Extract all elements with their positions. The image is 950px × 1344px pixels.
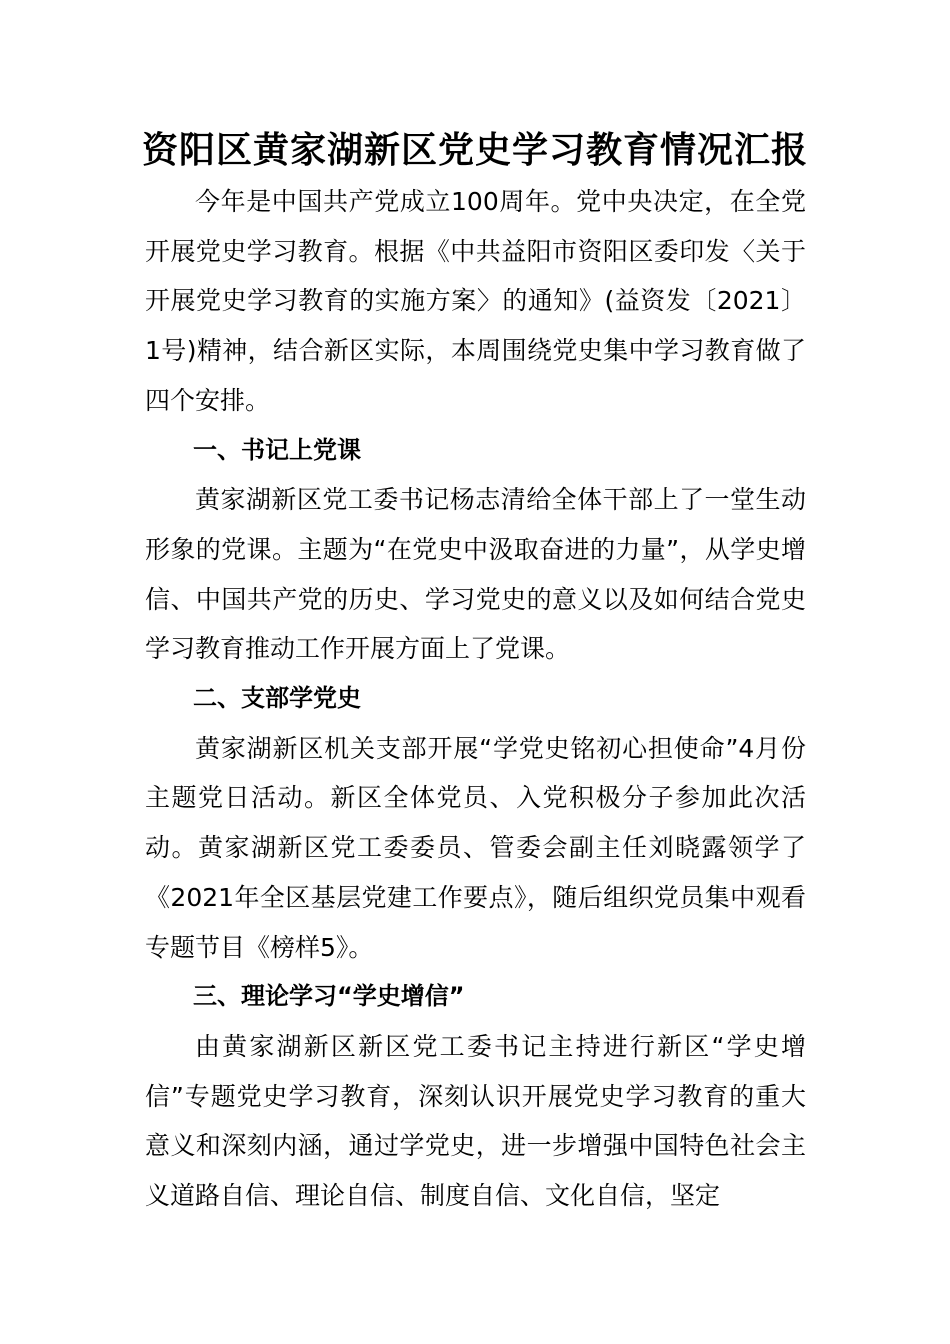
intro-paragraph: 今年是中国共产党成立100周年。党中央决定，在全党开展党史学习教育。根据《中共益阳市资阳区委印发〈关于开展党史学习教育的实施方案〉的通知》(益资发〔2021〕1号)精神，结合新区实际，本周围绕党史集中学习教育做了四个安排。 <box>145 187 806 415</box>
section-paragraph-1: 黄家湖新区党工委书记杨志清给全体干部上了一堂生动形象的党课。主题为“在党史中汲取奋进的力量”，从学史增信、中国共产党的历史、学习党史的意义以及如何结合党史学习教育推动工作开展方面上了党课。 <box>145 485 806 664</box>
document-body <box>145 177 806 1221</box>
section-heading-2: 二、支部学党史 <box>193 684 361 713</box>
document-title: 资阳区黄家湖新区党史学习教育情况汇报 <box>141 130 808 171</box>
section-paragraph-3: 由黄家湖新区新区党工委书记主持进行新区“学史增信”专题党史学习教育，深刻认识开展党史学习教育的重大意义和深刻内涵，通过学党史，进一步增强中国特色社会主义道路自信、理论自信、制度自信、文化自信，坚定 <box>145 1031 806 1211</box>
section-heading-3: 三、理论学习“学史增信” <box>193 982 465 1011</box>
section-heading-1: 一、书记上党课 <box>193 435 361 464</box>
section-paragraph-2: 黄家湖新区机关支部开展“学党史铭初心担使命”4月份主题党日活动。新区全体党员、入党积极分子参加此次活动。黄家湖新区党工委委员、管委会副主任刘晓露领学了《2021年全区基层党建工作要点》，随后组织党员集中观看专题节目《榜样5》。 <box>145 733 806 962</box>
